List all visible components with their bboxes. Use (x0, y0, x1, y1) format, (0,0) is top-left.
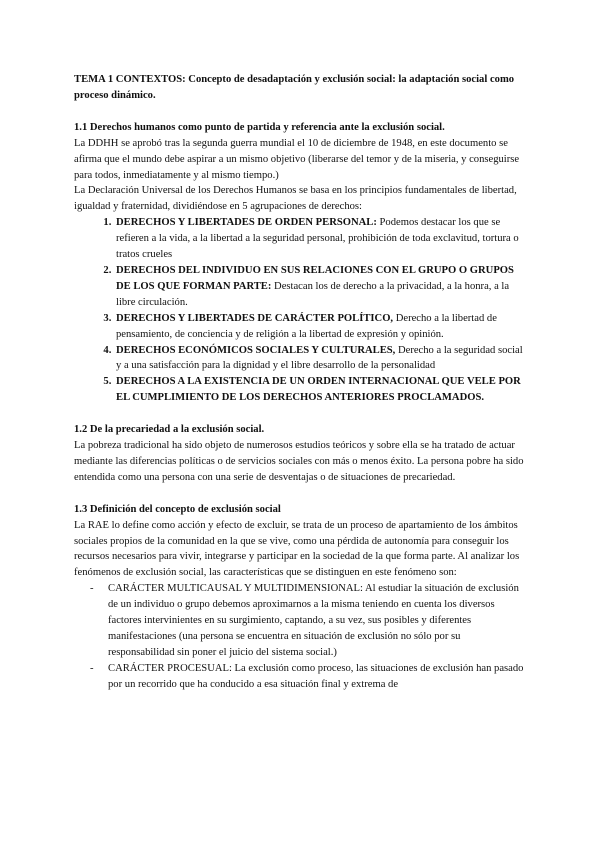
section-3-heading: 1.3 Definición del concepto de exclusión social (74, 503, 281, 515)
rights-item-title: DERECHOS A LA EXISTENCIA DE UN ORDEN INTERNACIONAL QUE VELE POR EL CUMPLIMIENTO DE LOS DERECHOS ANTERIORES PROCLAMADOS. (116, 376, 521, 404)
rights-item-title: DERECHOS ECONÓMICOS SOCIALES Y CULTURALES, (116, 344, 396, 356)
section-1-paragraph-1: La DDHH se aprobó tras la segunda guerra mundial el 10 de diciembre de 1948, en este documento se afirma que el mundo debe aspirar a un mismo objetivo (liberarse del temor y de la miseria, y conseguirse para todos, inmediatamente y al mismo tiempo.) (74, 137, 520, 181)
dash-bullet: - (90, 662, 94, 674)
rights-item (114, 374, 526, 406)
dash-bullet: - (90, 583, 94, 595)
section-2-paragraph-1: La pobreza tradicional ha sido objeto de numerosos estudios teóricos y sobre ella se ha tratado de actuar mediante las diferencias políticas o de servicios sociales con más o menos éxito. La persona pobre ha sido entendida como una persona con una serie de desventajas o de situaciones de precariedad. (74, 440, 524, 483)
characteristics-list (74, 581, 526, 692)
rights-item (114, 343, 526, 375)
rights-item-title: DERECHOS Y LIBERTADES DE CARÁCTER POLÍTICO, (116, 312, 394, 324)
spacer (74, 486, 526, 502)
rights-item-text: Derecho a la seguridad social y a una satisfacción para la dignidad y el libre desarrollo de la personalidad (116, 344, 523, 372)
section-2-heading: 1.2 De la precariedad a la exclusión social. (74, 424, 265, 436)
section-1-heading: 1.1 Derechos humanos como punto de partida y referencia ante la exclusión social. (74, 121, 445, 133)
rights-list (74, 215, 526, 406)
characteristics-item (90, 661, 526, 693)
document-title: TEMA 1 CONTEXTOS: Concepto de desadaptación y exclusión social: la adaptación social como proceso dinámico. (74, 74, 515, 101)
rights-item-title: DERECHOS Y LIBERTADES DE ORDEN PERSONAL: (116, 217, 377, 229)
rights-item-text: Podemos destacar los que se refieren a la vida, a la libertad a la seguridad personal, prohibición de toda exclavitud, tortura o tratos crueles (116, 217, 519, 261)
characteristics-item-text: CARÁCTER PROCESUAL: La exclusión como proceso, las situaciones de exclusión han pasado por un recorrido que ha conducido a esa situación final y extrema de (108, 662, 524, 690)
document-body (74, 72, 526, 693)
section-1-paragraph-2: La Declaración Universal de los Derechos Humanos se basa en los principios fundamentales de libertad, igualdad y fraternidad, dividiéndose en 5 agrupaciones de derechos: (74, 185, 517, 213)
rights-item (114, 215, 526, 263)
section-3-paragraph-1: La RAE lo define como acción y efecto de excluir, se trata de un proceso de apartamiento de los ámbitos sociales propios de la comunidad en la que se vive, como una pérdida de autonomía para conseguir los recursos necesarios para vivir, integrarse y participar en la sociedad de la que forma parte. Al analizar los fenómenos de exclusión social, las características que se distinguen en este fenómeno son: (74, 519, 520, 579)
rights-item-text: Derecho a la libertad de pensamiento, de conciencia y de religión a la libertad de expresión y opinión. (116, 312, 497, 340)
rights-item-title: DERECHOS DEL INDIVIDUO EN SUS RELACIONES CON EL GRUPO O GRUPOS DE LOS QUE FORMAN PARTE: (116, 264, 514, 292)
rights-item (114, 311, 526, 343)
rights-item (114, 263, 526, 311)
characteristics-item-text: CARÁCTER MULTICAUSAL Y MULTIDIMENSIONAL: Al estudiar la situación de exclusión de un individuo o grupo debemos aproximarnos a la misma teniendo en cuenta los diversos factores intervinientes en su surgimiento, captando, a su vez, sus posibles y diferentes manifestaciones (una persona se encuentra en situación de exclusión no sólo por su responsabilidad sin poner el juicio del sistema social.) (108, 583, 519, 658)
characteristics-item (90, 581, 526, 661)
spacer (74, 406, 526, 422)
rights-item-text: Destacan los de derecho a la privacidad, a la honra, a la libre circulación. (116, 280, 510, 308)
